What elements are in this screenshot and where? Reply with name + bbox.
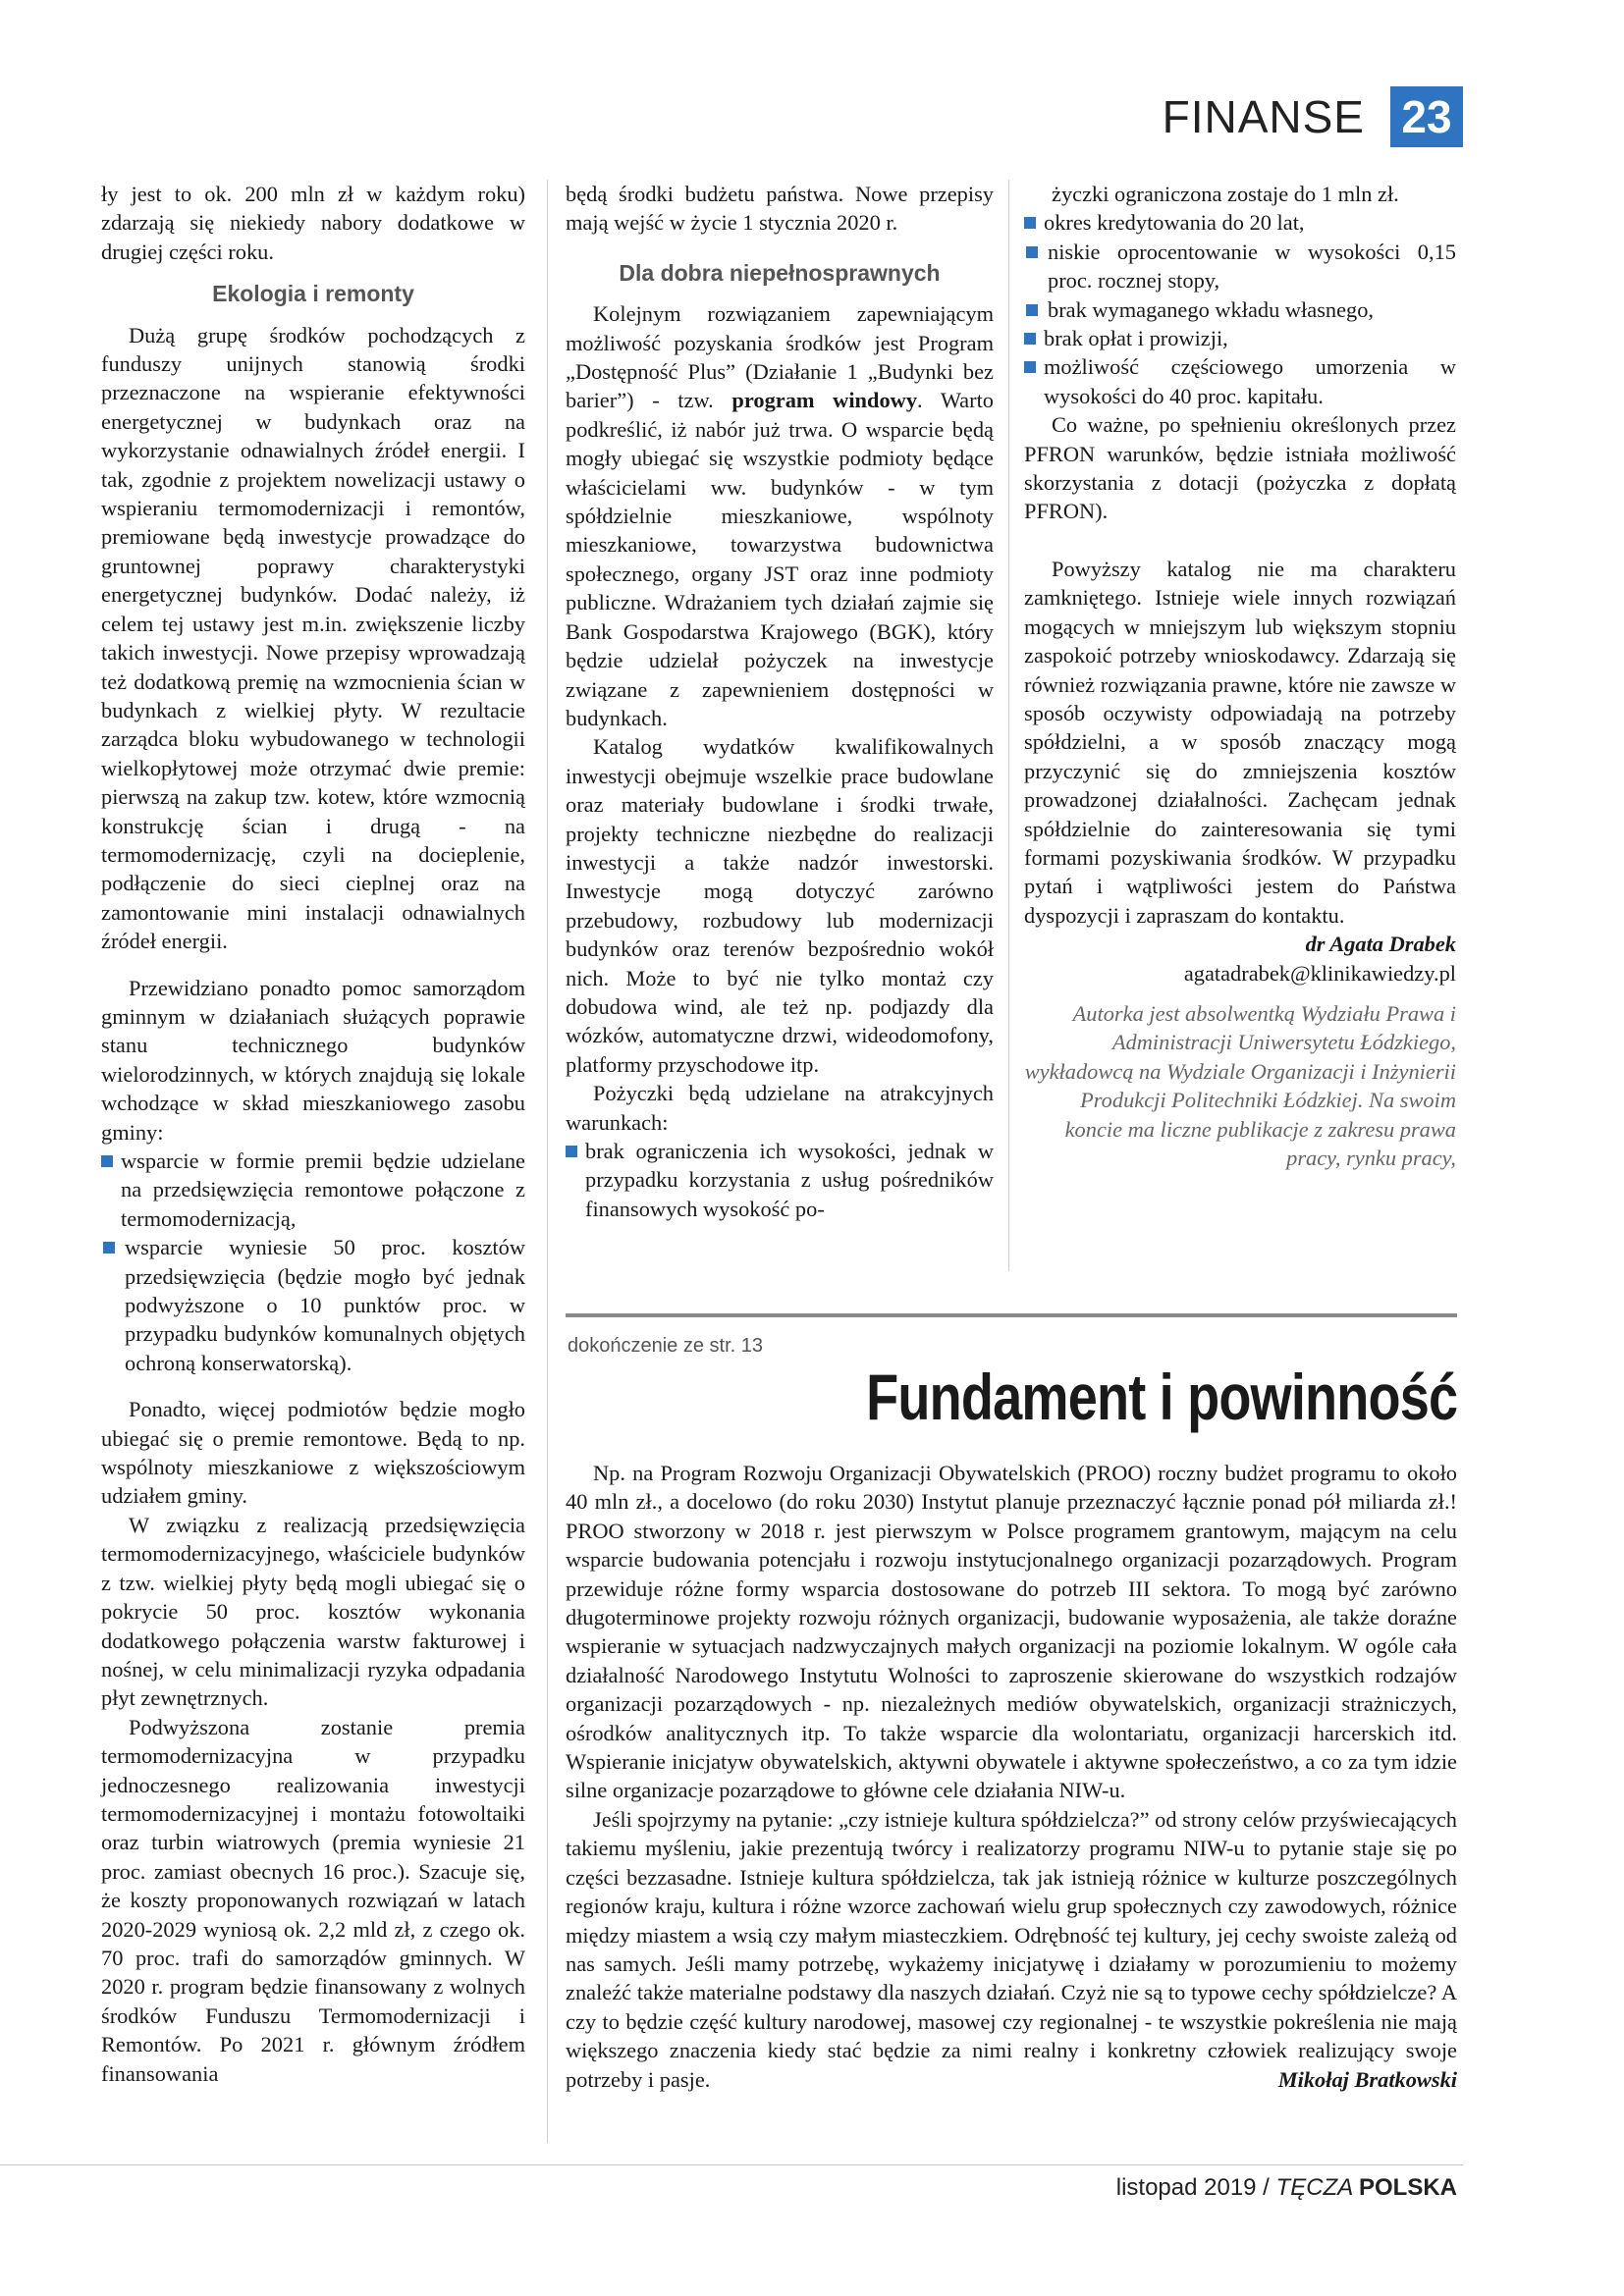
- paragraph: Dużą grupę środków pochodzących z funduszy unijnych stanowią środki przeznaczone na wspieranie efektywności energetycznej w budynkach oraz na wykorzystanie odnawialnych źródeł energii. I tak, zgodnie z projektem nowelizacji ustawy o wspieraniu termomodernizacji i remontów, premiowane będą inwestycje prowadzące do gruntownej poprawy charakterystyki energetycznej budynków. Dodać należy, iż celem tej ustawy jest m.in. zwiększenie liczby takich inwestycji. Nowe przepisy wprowadzają też dodatkową premię na wzmocnienia ścian w budynkach z wielkiej płyty. W rezultacie zarządca bloku wybudowanego w technologii wielkopłytowej może otrzymać dwie premie: pierwszą na zakup tzw. kotew, które wzmocnią konstrukcję ścian i drugą - na termomodernizację, czyli na docieplenie, podłączenie do sieci cieplnej oraz na zamontowanie mini instalacji odnawialnych źródeł energii.: [101, 322, 525, 954]
- column-2: [566, 180, 994, 1223]
- paragraph: Pożyczki będą udzielane na atrakcyjnych warunkach:: [566, 1081, 994, 1135]
- article-title: Fundament i powinność: [865, 1361, 1457, 1433]
- continuation-note: dokończenie ze str. 13: [568, 1335, 764, 1357]
- paragraph: Podwyższona zostanie premia termomodernizacyjna w przypadku jednoczesnego realizowania inwestycji termomodernizacyjnej i montażu fotowoltaiki oraz turbin wiatrowych (premia wyniesie 21 proc. zamiast obecnych 16 proc.). Szacuje się, że koszty proponowanych rozwiązań w latach 2020-2029 wyniosą ok. 2,2 mld zł, z czego ok. 70 proc. trafi do samorządów gminnych. W 2020 r. program będzie finansowany z wolnych środków Funduszu Termomodernizacji i Remontów. Po 2021 r. głównym źródłem finansowania: [101, 1714, 525, 2086]
- bullet-square-icon: [1024, 361, 1036, 373]
- column-3: [1024, 180, 1456, 1172]
- section-header: [1162, 86, 1463, 147]
- bullet-square-icon: [1024, 333, 1036, 345]
- issue-date: listopad 2019: [1115, 2174, 1257, 2201]
- paragraph: Np. na Program Rozwoju Organizacji Obywatelskich (PROO) roczny budżet programu to około 40 mln zł., a docelowo (do roku 2030) Instytut planuje przeznaczyć łącznie ponad pół miliarda zł.! PROO stworzony w 2018 r. jest pierwszym w Polsce programem grantowym, mającym na celu wsparcie budowania potencjału i rozwoju instytucjonalnego organizacji pozarządowych. Program przewiduje różne formy wsparcia dostosowane do potrzeb III sektora. To mogą być zarówno długoterminowe projekty rozwoju różnych organizacji, budowanie wyposażenia, ale także doraźne wspieranie w sytuacjach nadzwyczajnych małych organizacji na poziomie lokalnym. W ogóle cała działalność Narodowego Instytutu Wolności to zaproszenie skierowane do wszystkich rodzajów organizacji pozarządowych - np. niezależnych mediów obywatelskich, organizacji strażniczych, ośrodków analitycznych itp. To także wsparcie dla wolontariatu, organizacji harcerskich itd. Wspieranie inicjatyw obywatelskich, aktywni obywatele i aktywne społeczeństwo, a co za tym idzie silne organizacje pozarządowe to główne cele działania NIW-u.: [566, 1461, 1457, 1803]
- paragraph: W związku z realizacją przedsięwzięcia termomodernizacyjnego, właściciele budynków z tzw. wielkiej płyty będą mogli ubiegać się o pokrycie 50 proc. kosztów wykonania dodatkowego połączenia warstw fakturowej i nośnej, w celu minimalizacji ryzyka odpadania płyt zewnętrznych.: [101, 1512, 525, 1711]
- paragraph: Katalog wydatków kwalifikowalnych inwestycji obejmuje wszelkie prace budowlane oraz materiały budowlane i środki trwałe, projekty techniczne niezbędne do realizacji inwestycji a także nadzór inwestorski. Inwestycje mogą dotyczyć zarówno przebudowy, rozbudowy lub modernizacji budynków oraz terenów bezpośrednio wokół nich. Może to być nie tylko montaż czy dobudowa wind, ale też np. podjazdy dla wózków, automatyczne drzwi, wideodomofony, platformy przyschodowe itp.: [566, 734, 994, 1077]
- paragraph: ły jest to ok. 200 mln zł w każdym roku) zdarzają się niekiedy nabory dodatkowe w drugiej części roku.: [101, 182, 525, 264]
- section-name: FINANSE: [1162, 91, 1365, 142]
- paragraph: Ponadto, więcej podmiotów będzie mogło ubiegać się o premie remontowe. Będą to np. wspólnoty mieszkaniowe z większościowym udziałem gminy.: [101, 1397, 525, 1509]
- section-heading: Ekologia i remonty: [212, 281, 414, 307]
- paragraph: będą środki budżetu państwa. Nowe przepisy mają wejść w życie 1 stycznia 2020 r.: [566, 182, 994, 236]
- author-bio: Autorka jest absolwentką Wydziału Prawa i Administracji Uniwersytetu Łódzkiego, wykładowcą na Wydziale Organizacji i Inżynierii Produkcji Politechniki Łódzkiej. Na swoim koncie ma liczne publikacje z zakresu prawa pracy, rynku pracy,: [1024, 1000, 1456, 1170]
- article-body: [566, 1459, 1457, 2094]
- column-divider: [547, 180, 548, 2143]
- page-footer: [1116, 2174, 1457, 2202]
- magazine-name-bold: POLSKA: [1358, 2174, 1457, 2201]
- bullet-item: możliwość częściowego umorzenia w wysokości do 40 proc. kapitału.: [1024, 352, 1456, 410]
- author-email[interactable]: agatadrabek@klinikawiedzy.pl: [1183, 960, 1456, 986]
- article-divider: [566, 1313, 1457, 1317]
- bullet-item: okres kredytowania do 20 lat,: [1024, 208, 1456, 237]
- paragraph: życzki ograniczona zostaje do 1 mln zł.: [1052, 182, 1399, 206]
- paragraph: Przewidziano ponadto pomoc samorządom gminnym w działaniach służących poprawie stanu technicznego budynków wielorodzinnych, w których znajdują się lokale wchodzące w skład mieszkaniowego zasobu gminy:: [101, 975, 525, 1145]
- column-1: [101, 180, 525, 2088]
- bullet-square-icon: [566, 1146, 577, 1157]
- article-author: Mikołaj Bratkowski: [1277, 2066, 1457, 2092]
- footer-divider: [0, 2164, 1463, 2165]
- footer-separator: /: [1256, 2174, 1276, 2201]
- bullet-square-icon: [103, 1242, 115, 1254]
- author-signature: dr Agata Drabek: [1305, 932, 1456, 957]
- bullet-square-icon: [1026, 246, 1038, 258]
- bullet-item: wsparcie w formie premii będzie udzielane na przedsięwzięcia remontowe połączone z termomodernizacją,: [101, 1147, 525, 1233]
- section-heading: Dla dobra niepełnosprawnych: [619, 259, 941, 286]
- paragraph: Co ważne, po spełnieniu określonych przez PFRON warunków, będzie istniała możliwość skorzystania z dotacji (pożyczka z dopłatą PFRON).: [1024, 412, 1456, 524]
- column-divider: [1008, 180, 1009, 1271]
- paragraph: Kolejnym rozwiązaniem zapewniającym możliwość pozyskania środków jest Program „Dostępność Plus” (Działanie 1 „Budynki bez barier”) - tzw. program windowy. Warto podkreślić, iż nabór już trwa. O wsparcie będą mogły ubiegać się wszystkie podmioty będące właścicielami ww. budynków - w tym spółdzielnie mieszkaniowe, wspólnoty mieszkaniowe, towarzystwa budownictwa społecznego, organy JST oraz inne podmioty publiczne. Wdrażaniem tych działań zajmie się Bank Gospodarstwa Krajowego (BGK), który będzie udzielał pożyczek na inwestycje związane z zapewnieniem dostępności w budynkach.: [566, 301, 994, 730]
- bullet-square-icon: [1026, 304, 1038, 316]
- magazine-name: TĘCZA: [1275, 2174, 1359, 2201]
- page-number: 23: [1390, 86, 1463, 147]
- bullet-item: niskie oprocentowanie w wysokości 0,15 proc. rocznej stopy,: [1024, 238, 1456, 295]
- bullet-item: brak ograniczenia ich wysokości, jednak w przypadku korzystania z usług pośredników finansowych wysokość po-: [566, 1137, 994, 1223]
- bullet-item: wsparcie wyniesie 50 proc. kosztów przedsięwzięcia (będzie mogło być jednak podwyższone o 10 punktów proc. w przypadku budynków komunalnych objętych ochroną konserwatorską).: [101, 1233, 525, 1377]
- bullet-item: brak opłat i prowizji,: [1024, 324, 1456, 352]
- paragraph: Jeśli spojrzymy na pytanie: „czy istnieje kultura spółdzielcza?” od strony celów przyświecających takiemu myśleniu, jakie prezentują twórcy i realizatorzy programu NIW-u to pytanie staje się po części bezzasadne. Istnieje kultura spółdzielcza, tak jak istnieją różnice w kulturze poszczególnych regionów kraju, kultura i różne wzorce zachowań wielu grup społecznych czy zawodowych, różnice między miastem a wsią czy małym miasteczkiem. Odrębność tej kultury, jej cechy swoiste zależą od nas samych. Jeśli mamy potrzebę, wykażemy inicjatywę i działamy w porozumieniu to możemy znaleźć także materialne podstawy dla naszych działań. Czyż nie są to typowe cechy spółdzielcze? A czy to będzie część kultury narodowej, masowej czy regionalnej - te wszystkie pokreślenia nie mają większego znaczenia kiedy stać będzie za nimi realny i konkretny człowiek realizujący swoje potrzeby i pasje.: [566, 1806, 1457, 2092]
- bullet-item: brak wymaganego wkładu własnego,: [1024, 295, 1456, 324]
- bullet-square-icon: [1024, 217, 1036, 229]
- bullet-square-icon: [101, 1155, 113, 1167]
- paragraph: Powyższy katalog nie ma charakteru zamkniętego. Istnieje wiele innych rozwiązań mogących w mniejszym lub większym stopniu zaspokoić potrzeby wnioskodawcy. Zdarzają się również rozwiązania prawne, które nie zawsze w sposób oczywisty odpowiadają na potrzeby spółdzielni, a w sposób znaczący mogą przyczynić się do zmniejszenia kosztów prowadzonej działalności. Zachęcam jednak spółdzielnie do zainteresowania się tymi formami pozyskiwania środków. W przypadku pytań i wątpliwości jestem do Państwa dyspozycji i zapraszam do kontaktu.: [1024, 556, 1456, 928]
